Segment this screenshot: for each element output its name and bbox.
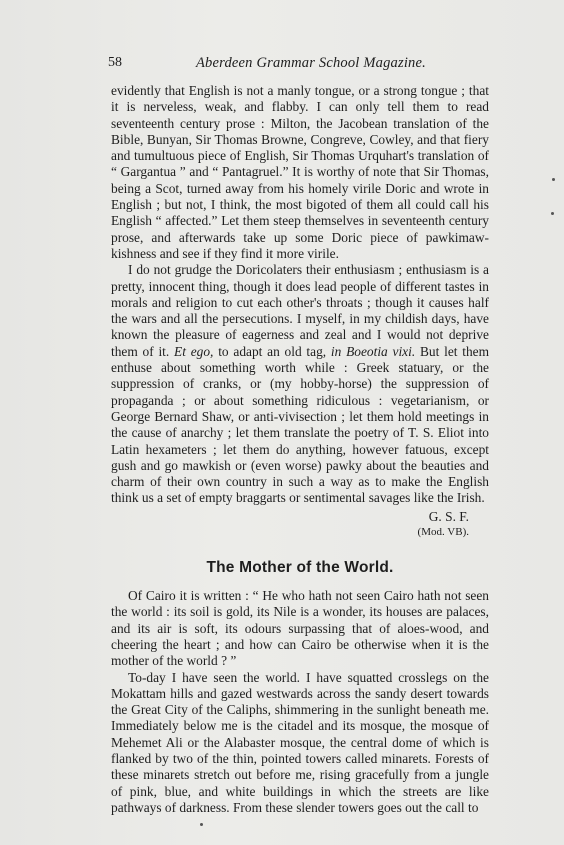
author-signature [111, 509, 489, 540]
paragraph-text: to adapt an old tag, [218, 343, 327, 359]
author-class: (Mod. VB). [417, 525, 469, 538]
body-text [111, 83, 489, 816]
article-title: The Mother of the World. [206, 558, 394, 576]
margin-speck [552, 178, 555, 181]
page-number: 58 [108, 55, 122, 70]
author-initials: G. S. F. [428, 508, 469, 524]
paragraph-mokattam: To-day I have seen the world. I have squatted crosslegs on the Mokattam hills and gazed westwards across the sandy desert towards the Great City of the Caliphs, shimmering in the sunlight beneath me. Immediately below me is the citadel and its mosque, the mosque of Mehemet Ali or the Alabaster mosque, the central dome of which is flanked by two of the thin, pointed towers called minarets. Forests of these minarets stretch out before me, rising gracefully from a jungle of pink, blue, and white buildings in which the streets are like pathways of darkness. From these slender towers goes out the call to [111, 669, 489, 815]
paragraph-text: But let them enthuse about something worth while : Greek statuary, or the suppression of cranks, or (my hobby-horse) the suppression of propaganda ; or about something ridiculous : vegetarianism, or George Bernard Shaw, or anti-vivisection ; let them hold meetings in the cause of anarchy ; let them translate the poetry of T. S. Eliot into Latin hexameters ; let them do anything, however fatuous, except gush and go mawkish or (even worse) pawky about the beauties and charm of their own country in such a way as to make the English think us a set of empty braggarts or sentimental savages like the Irish. [111, 343, 490, 506]
latin-phrase: Et ego, [174, 343, 214, 359]
page-header [108, 55, 488, 77]
paragraph-doricolaters [111, 262, 489, 506]
page-speck [200, 823, 203, 826]
running-head: Aberdeen Grammar School Magazine. [196, 55, 426, 71]
paragraph-text: I do not grudge the Doricolaters their enthusiasm ; enthusiasm is a pretty, innocent thing, though it does lead people of different tastes in morals and religion to cut each other's throats ; though it causes half the wars and all the persecutions. I myself, in my childish days, have known the pleasure of eagerness and zeal and I would not deprive them of it. [111, 262, 489, 359]
paragraph-cairo-quote: Of Cairo it is written : “ He who hath not seen Cairo hath not seen the world : its soil is gold, its Nile is a wonder, its houses are palaces, and its air is soft, its odours surpassing that of aloes-wood, and cheering the heart ; and how can Cairo be otherwise when it is the mother of the world ? ” [111, 588, 489, 669]
latin-phrase: in Boeotia vixi. [330, 343, 416, 359]
paragraph-continued: evidently that English is not a manly tongue, or a strong tongue ; that it is nerveless, weak, and flabby. I can only tell them to read seventeenth century prose : Milton, the Jacobean translation of the Bible, Bunyan, Sir Thomas Browne, Congreve, Cowley, and that fiery and tumultuous piece of English, Sir Thomas Urquhart's translation of “ Gargantua ” and “ Pantagruel.” It is worthy of note that Sir Thomas, being a Scot, turned away from his homely virile Doric and wrote in English ; but not, I think, the most bigoted of them all could call his English “ affected.” Let them steep themselves in seventeenth century prose, and afterwards take up some Doric piece of pawkimaw-kishness and see if they find it more virile. [111, 83, 489, 261]
margin-speck [551, 212, 554, 215]
